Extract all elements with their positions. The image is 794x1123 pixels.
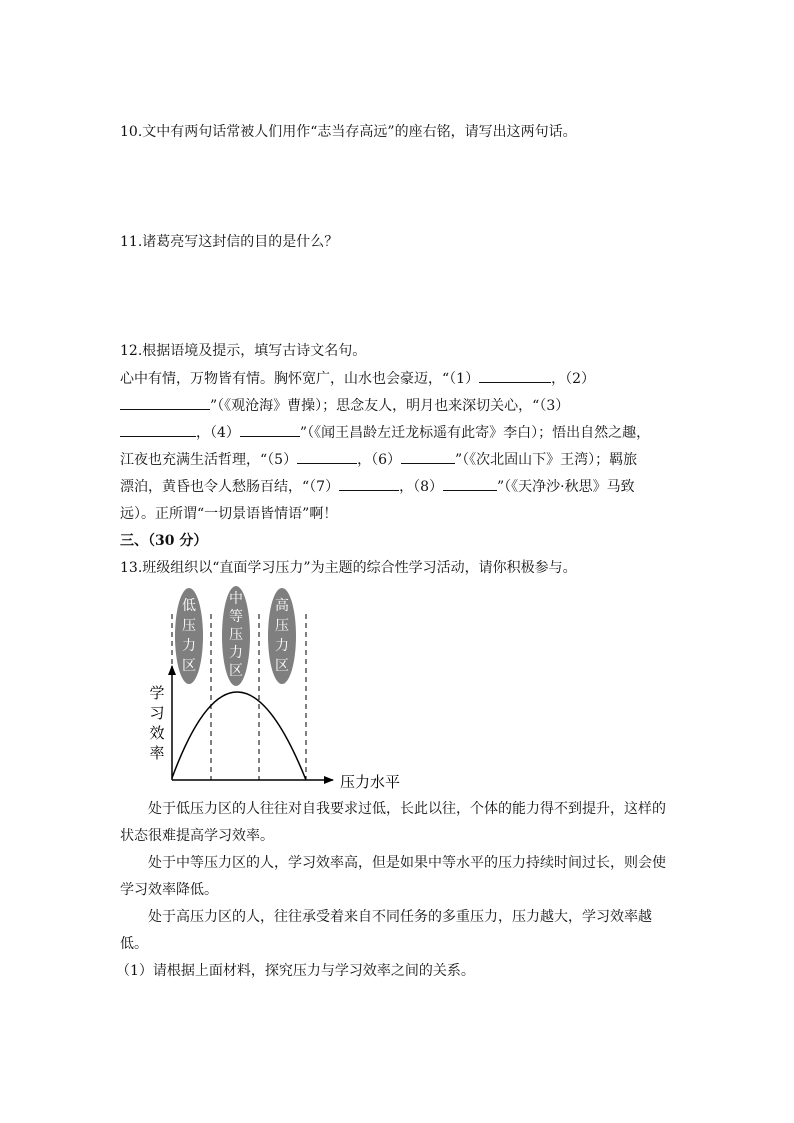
y-axis-label-char: 习 (149, 704, 165, 722)
y-axis-label-char: 率 (149, 744, 165, 762)
q12-text: ，（2） (551, 371, 595, 387)
zone-label-char: 力 (229, 645, 243, 661)
q12-text: ”（《次北固山下》王湾）；羁旅 (455, 452, 638, 468)
zone-label-char: 力 (182, 638, 196, 654)
material-paragraph-1-line-1: 处于低压力区的人往往对自我要求过低，长此以往，个体的能力得不到提升，这样的 (148, 801, 666, 817)
q12-text: ”（《天净沙·秋思》马致 (497, 479, 635, 495)
sub-question-1: （1）请根据上面材料，探究压力与学习效率之间的关系。 (116, 963, 475, 979)
material-paragraph-3-line-2: 低。 (120, 936, 148, 952)
question-13: 13.班级组织以“直面学习压力”为主题的综合性学习活动，请你积极参与。 (120, 560, 577, 576)
section-3-heading: 三、（30 分） (120, 533, 208, 549)
zone-label-char: 高 (275, 598, 289, 614)
material-paragraph-2-line-2: 学习效率降低。 (120, 882, 218, 898)
q12-text: 心中有情，万物皆有情。胸怀宽广，山水也会豪迈，“（1） (120, 371, 480, 387)
q12-text: ，（8） (399, 479, 443, 495)
material-paragraph-3-line-1: 处于高压力区的人，往往承受着来自不同任务的多重压力，压力越大，学习效率越 (148, 909, 652, 925)
zone-label-char: 区 (229, 663, 243, 679)
material-paragraph-1-line-2: 状态很难提高学习效率。 (120, 828, 274, 844)
q12-text: 江夜也充满生活哲理，“（5） (120, 452, 298, 468)
zone-label-char: 压 (182, 618, 196, 634)
q12-text: ，（6） (357, 452, 401, 468)
zone-label-char: 区 (182, 658, 196, 674)
question-11: 11.诸葛亮写这封信的目的是什么？ (120, 234, 339, 250)
x-axis-label: 压力水平 (340, 773, 401, 791)
zone-label-char: 压 (275, 618, 289, 634)
question-12-title: 12.根据语境及提示，填写古诗文名句。 (120, 343, 367, 359)
question-10: 10.文中有两句话常被人们用作“志当存高远”的座右铭，请写出这两句话。 (120, 124, 577, 140)
question-12-line-6: 远）。正所谓“一切景语皆情语”啊！ (120, 506, 338, 522)
q12-text: 漂泊，黄昏也令人愁肠百结，“（7） (120, 479, 340, 495)
material-paragraph-2-line-1: 处于中等压力区的人，学习效率高，但是如果中等水平的压力持续时间过长，则会使 (148, 855, 666, 871)
zone-label-char: 低 (182, 598, 196, 614)
q12-text: ”（《观沧海》曹操）；思念友人，明月也来深切关心，“（3） (210, 398, 570, 414)
zone-label-char: 区 (275, 658, 289, 674)
zone-label-char: 力 (275, 638, 289, 654)
y-axis-label-char: 学 (149, 684, 165, 702)
zone-label-char: 等 (229, 609, 243, 625)
zone-label-char: 中 (229, 591, 243, 607)
zone-label-char: 压 (229, 627, 243, 643)
efficiency-curve (172, 692, 306, 780)
q12-text: ，（4） (196, 425, 240, 441)
y-axis-label-char: 效 (149, 724, 165, 742)
q12-text: ”（《闻王昌龄左迁龙标遥有此寄》李白）；悟出自然之趣， (299, 425, 651, 441)
